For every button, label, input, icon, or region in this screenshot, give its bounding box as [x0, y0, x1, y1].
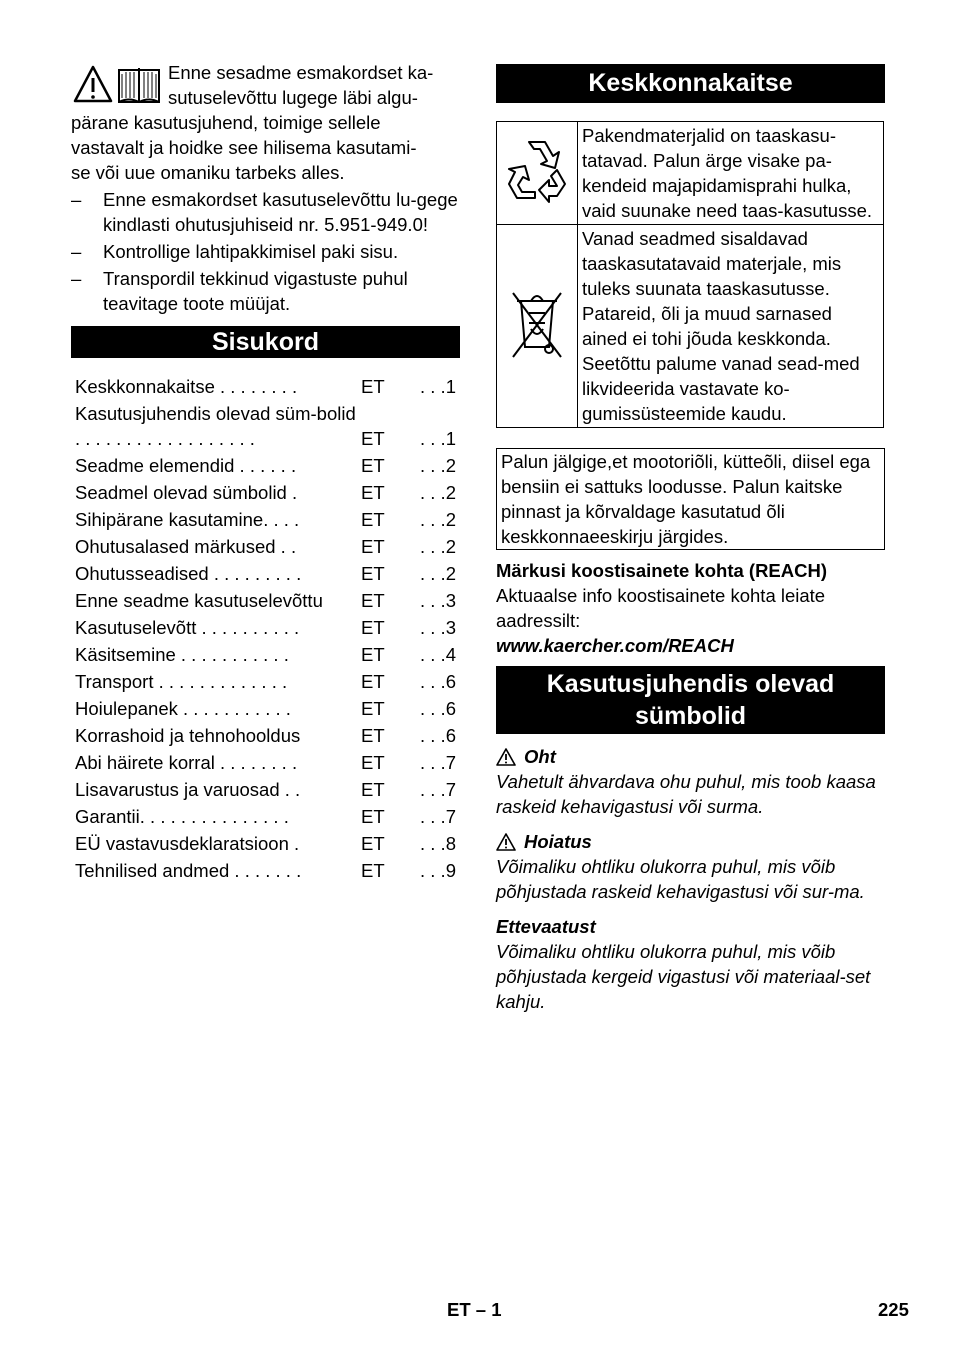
toc-entry-title: Garantii. . . . . . . . . . . . . . . [75, 806, 289, 827]
toc-entry-page: . . .3 [420, 617, 456, 638]
toc-entry[interactable] [71, 507, 460, 532]
table-row [497, 122, 884, 225]
toc-entry[interactable] [71, 561, 460, 586]
toc-entry-lang: ET [361, 860, 385, 881]
toc-entry-lang: ET [361, 563, 385, 584]
symbols-header-line: sümbolid [634, 702, 747, 730]
toc-entry-page: . . .2 [420, 563, 456, 584]
toc-entry[interactable] [71, 642, 460, 667]
toc-entry-title: Korrashoid ja tehnohooldus [75, 725, 301, 746]
toc-entry-title: Sihipärane kasutamine. . . . [75, 509, 300, 530]
toc-entry-title: Tehnilised andmed . . . . . . . [75, 860, 302, 881]
toc-entry-title: Ohutusseadised . . . . . . . . . [75, 563, 302, 584]
symbol-description: Võimaliku ohtliku olukorra puhul, mis võib põhjustada raskeid kehavigastusi või sur-ma. [496, 856, 865, 902]
footer-page-number: 225 [878, 1299, 909, 1320]
left-column [71, 60, 460, 885]
toc-entry-lang: ET [361, 376, 385, 397]
list-item [71, 266, 460, 316]
toc-entry-title: Kasutuselevõtt . . . . . . . . . . [75, 617, 300, 638]
reach-text: Aktuaalse info koostisainete kohta leiate aadressilt: [496, 585, 826, 631]
list-item [71, 187, 460, 237]
toc-entry-title: Seadme elemendid . . . . . . [75, 455, 297, 476]
toc-entry[interactable] [71, 534, 460, 559]
toc-entry-page: . . .9 [420, 860, 456, 881]
toc-entry-lang: ET [361, 482, 385, 503]
right-column [496, 60, 885, 1014]
toc-entry-lang: ET [361, 509, 385, 530]
dash-bullet: – [71, 241, 82, 262]
recycle-icon-cell [497, 122, 578, 225]
toc-header: Sisukord [71, 326, 460, 358]
toc-entry[interactable] [71, 615, 460, 640]
toc-entry-page: . . .6 [420, 725, 456, 746]
toc-entry-title: Seadmel olevad sümbolid . [75, 482, 298, 503]
toc-entry-page: . . .2 [420, 455, 456, 476]
toc-entry-page: . . .7 [420, 779, 456, 800]
symbol-description: Vahetult ähvardava ohu puhul, mis toob kaasa raskeid kehavigastusi või surma. [496, 771, 876, 817]
symbol-danger-heading [496, 744, 885, 769]
toc-entry-title: Keskkonnakaitse . . . . . . . . [75, 376, 298, 397]
toc-entry[interactable] [71, 831, 460, 856]
bullet-text: Enne esmakordset kasutuselevõttu lu-gege kindlasti ohutusjuhiseid nr. 5.951-949.0! [103, 189, 458, 235]
symbol-label: Ettevaatust [496, 916, 596, 937]
table-row [497, 225, 884, 428]
toc-entry-lang: ET [361, 779, 385, 800]
toc-entry[interactable] [71, 777, 460, 802]
bullet-text: Transpordil tekkinud vigastuste puhul teavitage toote müüjat. [103, 268, 408, 314]
toc-entry-title: Kasutusjuhendis olevad süm-bolid . . . . . . . . . . . . . . . . . . [75, 403, 356, 449]
environment-header: Keskkonnakaitse [496, 64, 885, 103]
toc-entry-page: . . .7 [420, 806, 456, 827]
toc-entry[interactable] [71, 401, 460, 451]
symbol-caution-heading [496, 914, 885, 939]
toc-entry[interactable] [71, 480, 460, 505]
toc-entry[interactable] [71, 374, 460, 399]
crossed-bin-icon-cell [497, 225, 578, 428]
toc-entry-title: EÜ vastavusdeklaratsioon . [75, 833, 300, 854]
toc-entry[interactable] [71, 588, 460, 613]
table-of-contents [71, 374, 460, 883]
toc-entry-page: . . .6 [420, 698, 456, 719]
oil-note-box: Palun jälgige,et mootoriõli, kütteõli, diisel ega bensiin ei sattuks loodusse. Palun kaitske pinnast ja kõrvaldage kasutatud õli keskkonnaeeskirju järgides. [496, 448, 885, 550]
toc-entry-page: . . .8 [420, 833, 456, 854]
warning-triangle-icon [496, 833, 516, 851]
toc-entry-page: . . .1 [420, 376, 456, 397]
reach-title: Märkusi koostisainete kohta (REACH) [496, 560, 828, 581]
toc-entry-lang: ET [361, 455, 385, 476]
toc-entry-title: Enne seadme kasutuselevõttu [75, 590, 323, 611]
recycle-icon [499, 132, 575, 208]
toc-entry-lang: ET [361, 590, 385, 611]
list-item [71, 239, 460, 264]
toc-entry[interactable] [71, 696, 460, 721]
toc-entry[interactable] [71, 750, 460, 775]
intro-bullet-list [71, 187, 460, 316]
toc-entry-lang: ET [361, 536, 385, 557]
toc-entry-page: . . .6 [420, 671, 456, 692]
intro-text-line: vastavalt ja hoidke see hilisema kasutami- [71, 137, 417, 158]
intro-text-line: sutuselevõttu lugege läbi algu- [168, 87, 418, 108]
dash-bullet: – [71, 189, 82, 210]
symbols-header-line: Kasutusjuhendis olevad [546, 670, 835, 698]
symbol-label: Oht [524, 746, 556, 767]
intro-text-line: pärane kasutusjuhend, toimige sellele [71, 112, 381, 133]
toc-entry[interactable] [71, 669, 460, 694]
toc-entry-lang: ET [361, 725, 385, 746]
warning-triangle-icon [496, 748, 516, 766]
toc-entry-lang: ET [361, 698, 385, 719]
warning-and-manual-icon [73, 64, 163, 104]
toc-entry-title: Lisavarustus ja varuosad . . [75, 779, 301, 800]
toc-entry-page: . . .7 [420, 752, 456, 773]
reach-link[interactable]: www.kaercher.com/REACH [496, 635, 734, 656]
toc-entry-lang: ET [361, 428, 385, 449]
toc-entry-title: Hoiulepanek . . . . . . . . . . . [75, 698, 291, 719]
toc-entry-lang: ET [361, 671, 385, 692]
toc-entry[interactable] [71, 804, 460, 829]
toc-entry-lang: ET [361, 833, 385, 854]
environment-table [496, 121, 884, 428]
toc-entry-title: Transport . . . . . . . . . . . . . [75, 671, 288, 692]
footer-lang-page: ET – 1 [447, 1299, 502, 1320]
symbol-label: Hoiatus [524, 831, 592, 852]
toc-entry[interactable] [71, 723, 460, 748]
toc-entry-lang: ET [361, 806, 385, 827]
toc-entry-page: . . .1 [420, 428, 456, 449]
toc-entry-page: . . .4 [420, 644, 456, 665]
symbol-description: Võimaliku ohtliku olukorra puhul, mis võib põhjustada kergeid vigastusi või materiaal-set kahju. [496, 941, 871, 1012]
toc-entry[interactable] [71, 858, 460, 883]
toc-entry-lang: ET [361, 617, 385, 638]
toc-entry-page: . . .2 [420, 482, 456, 503]
intro-text-line: se või uue omaniku tarbeks alles. [71, 162, 345, 183]
toc-entry-page: . . .3 [420, 590, 456, 611]
toc-entry[interactable] [71, 453, 460, 478]
symbol-warning-heading [496, 829, 885, 854]
symbols-header [496, 666, 885, 734]
toc-entry-title: Abi häirete korral . . . . . . . . [75, 752, 298, 773]
bullet-text: Kontrollige lahtipakkimisel paki sisu. [103, 241, 399, 262]
toc-entry-title: Käsitsemine . . . . . . . . . . . [75, 644, 289, 665]
intro-section [71, 60, 460, 185]
toc-entry-page: . . .2 [420, 536, 456, 557]
crossed-bin-icon [507, 283, 567, 363]
environment-text-cell: Vanad seadmed sisaldavad taaskasutatavaid materjale, mis tuleks suunata taaskasutusse. Patareid, õli ja muud sarnased ained ei tohi jõuda keskkonda. Seetõttu palume vanad sead-med likvideerida vastavate ko-gumissüsteemide kaudu. [578, 225, 884, 428]
toc-entry-lang: ET [361, 644, 385, 665]
toc-entry-title: Ohutusalased märkused . . [75, 536, 297, 557]
environment-text-cell: Pakendmaterjalid on taaskasu-tatavad. Palun ärge visake pa-kendeid majapidamisprahi hulka, vaid suunake need taas-kasutusse. [578, 122, 884, 225]
intro-text-line: Enne sesadme esmakordset ka- [168, 62, 434, 83]
toc-entry-page: . . .2 [420, 509, 456, 530]
dash-bullet: – [71, 268, 82, 289]
toc-entry-lang: ET [361, 752, 385, 773]
